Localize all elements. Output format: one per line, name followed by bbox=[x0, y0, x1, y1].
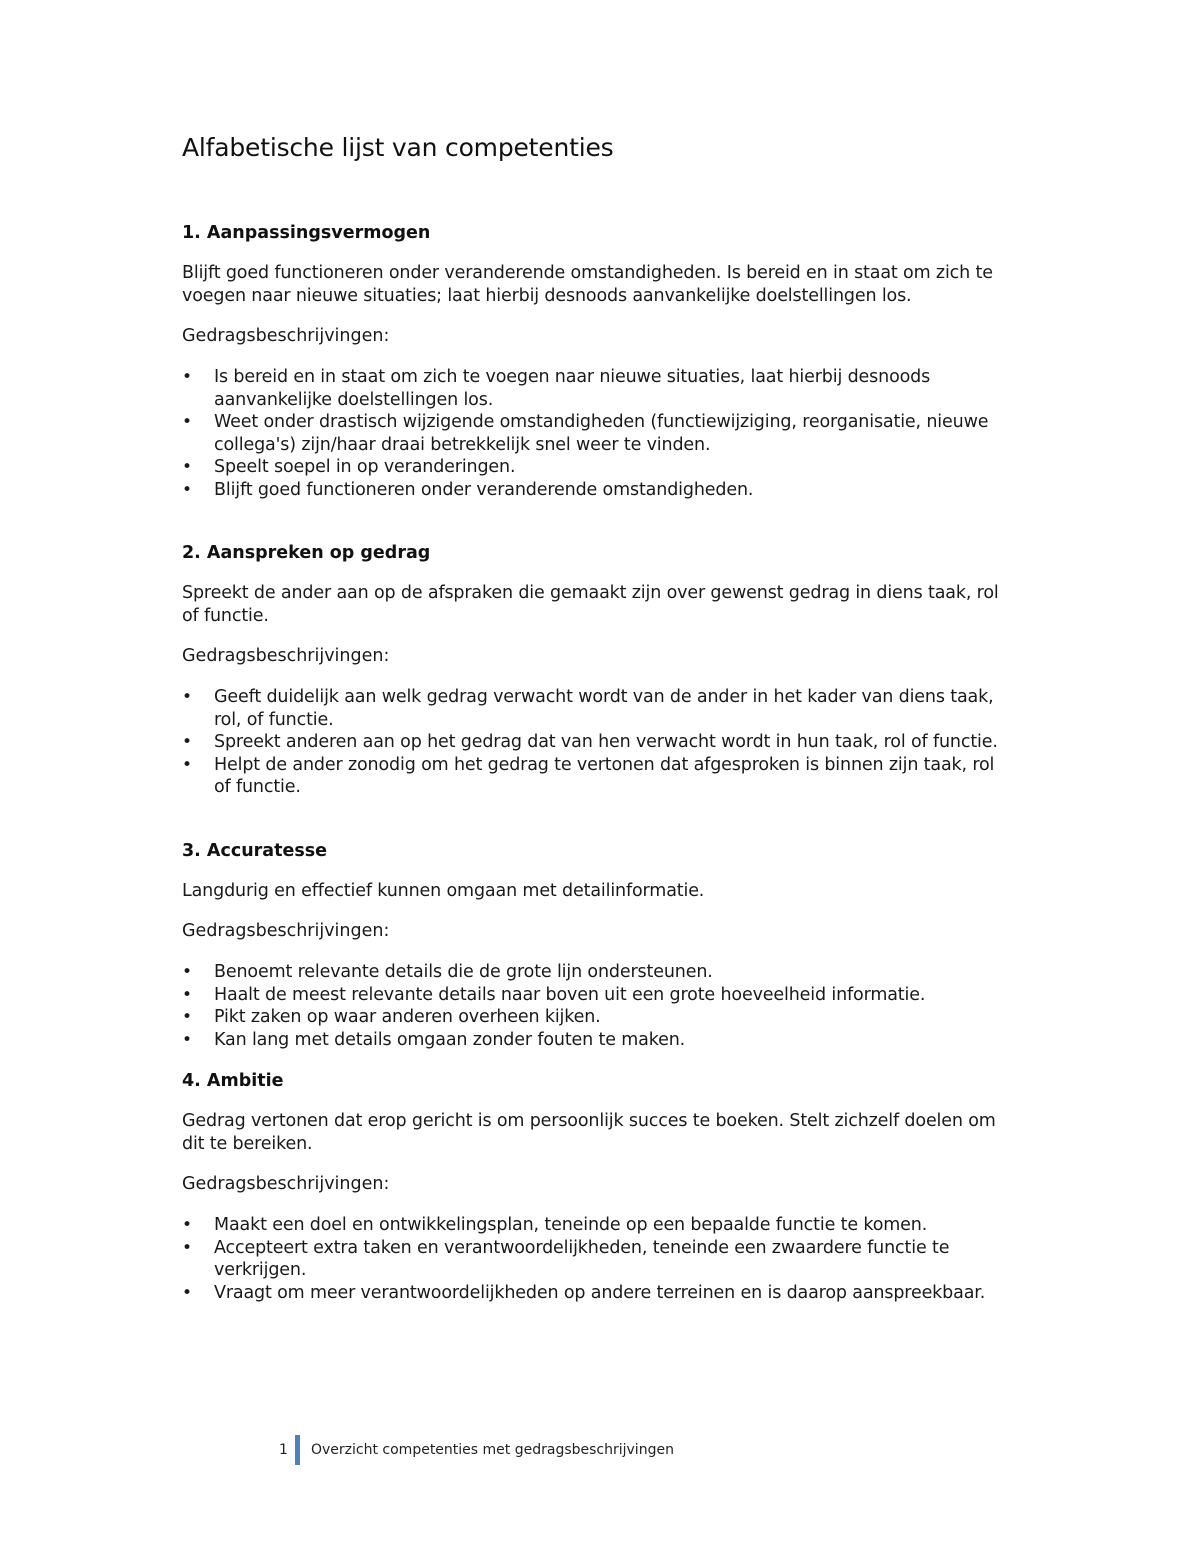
footer-text: Overzicht competenties met gedragsbeschrijvingen bbox=[311, 1442, 674, 1458]
section-heading: 3. Accuratesse bbox=[182, 841, 328, 861]
section-description: Gedrag vertonen dat erop gericht is om persoonlijk succes te boeken. Stelt zichzelf doelen om dit te bereiken. bbox=[182, 1111, 996, 1154]
list-item-text: Pikt zaken op waar anderen overheen kijken. bbox=[214, 1007, 601, 1027]
section-heading: 1. Aanpassingsvermogen bbox=[182, 223, 431, 243]
bullet-icon: • bbox=[182, 367, 192, 387]
bullet-icon: • bbox=[182, 1282, 192, 1303]
page-title: Alfabetische lijst van competenties bbox=[182, 133, 614, 162]
list-item-text: Vraagt om meer verantwoordelijkheden op andere terreinen en is daarop aanspreekbaar. bbox=[214, 1282, 986, 1303]
list-item bbox=[182, 479, 1012, 502]
list-item-text: Accepteert extra taken en verantwoordelijkheden, teneinde een zwaardere functie te verkrijgen. bbox=[214, 1237, 950, 1280]
list-item bbox=[182, 456, 1012, 479]
list-item bbox=[182, 686, 1012, 731]
list-item-text: Maakt een doel en ontwikkelingsplan, teneinde op een bepaalde functie te komen. bbox=[214, 1215, 928, 1235]
list-item bbox=[182, 411, 1012, 456]
section-subheading: Gedragsbeschrijvingen: bbox=[182, 1174, 390, 1194]
bullet-icon: • bbox=[182, 412, 192, 432]
footer-accent-bar bbox=[295, 1435, 300, 1465]
list-item bbox=[182, 1006, 1012, 1029]
list-item-text: Spreekt anderen aan op het gedrag dat van hen verwacht wordt in hun taak, rol of functie. bbox=[214, 732, 998, 752]
list-item bbox=[182, 984, 1012, 1007]
competency-section bbox=[182, 542, 1012, 799]
behavior-list bbox=[182, 366, 1012, 501]
section-subheading: Gedragsbeschrijvingen: bbox=[182, 646, 390, 666]
bullet-icon: • bbox=[182, 1215, 192, 1235]
list-item-text: Is bereid en in staat om zich te voegen naar nieuwe situaties, laat hierbij desnoods aanvankelijke doelstellingen los. bbox=[214, 367, 931, 410]
list-item bbox=[182, 366, 1012, 411]
list-item bbox=[182, 754, 1012, 799]
list-item bbox=[182, 1214, 1012, 1237]
bullet-icon: • bbox=[182, 732, 192, 752]
bullet-icon: • bbox=[182, 687, 192, 707]
list-item-text: Benoemt relevante details die de grote lijn ondersteunen. bbox=[214, 962, 713, 982]
behavior-list bbox=[182, 961, 1012, 1051]
competency-section bbox=[182, 1070, 1012, 1304]
bullet-icon: • bbox=[182, 1029, 192, 1050]
list-item-text: Speelt soepel in op veranderingen. bbox=[214, 457, 516, 477]
bullet-icon: • bbox=[182, 984, 192, 1005]
bullet-icon: • bbox=[182, 962, 192, 982]
list-item-text: Helpt de ander zonodig om het gedrag te vertonen dat afgesproken is binnen zijn taak, rol of functie. bbox=[214, 754, 995, 797]
bullet-icon: • bbox=[182, 1007, 192, 1027]
list-item bbox=[182, 1282, 1012, 1305]
list-item-text: Haalt de meest relevante details naar boven uit een grote hoeveelheid informatie. bbox=[214, 984, 926, 1005]
competency-section bbox=[182, 840, 1012, 1051]
section-heading: 4. Ambitie bbox=[182, 1071, 284, 1091]
bullet-icon: • bbox=[182, 457, 192, 477]
list-item-text: Kan lang met details omgaan zonder fouten te maken. bbox=[214, 1029, 686, 1050]
competency-section bbox=[182, 222, 1012, 501]
list-item-text: Geeft duidelijk aan welk gedrag verwacht wordt van de ander in het kader van diens taak, rol, of functie. bbox=[214, 687, 994, 730]
behavior-list bbox=[182, 1214, 1012, 1304]
list-item-text: Weet onder drastisch wijzigende omstandigheden (functiewijziging, reorganisatie, nieuwe collega's) zijn/haar draai betrekkelijk snel weer te vinden. bbox=[214, 412, 989, 455]
list-item bbox=[182, 1029, 1012, 1052]
list-item-text: Blijft goed functioneren onder veranderende omstandigheden. bbox=[214, 479, 754, 500]
list-item bbox=[182, 961, 1012, 984]
list-item bbox=[182, 731, 1012, 754]
bullet-icon: • bbox=[182, 1237, 192, 1258]
page-number: 1 bbox=[279, 1442, 288, 1458]
section-description: Blijft goed functioneren onder veranderende omstandigheden. Is bereid en in staat om zich te voegen naar nieuwe situaties; laat hierbij desnoods aanvankelijke doelstellingen los. bbox=[182, 263, 993, 306]
behavior-list bbox=[182, 686, 1012, 799]
section-description: Spreekt de ander aan op de afspraken die gemaakt zijn over gewenst gedrag in diens taak, rol of functie. bbox=[182, 583, 999, 626]
list-item bbox=[182, 1237, 1012, 1282]
bullet-icon: • bbox=[182, 479, 192, 500]
section-description: Langdurig en effectief kunnen omgaan met detailinformatie. bbox=[182, 881, 705, 901]
bullet-icon: • bbox=[182, 754, 192, 775]
page-footer bbox=[279, 1435, 674, 1465]
section-heading: 2. Aanspreken op gedrag bbox=[182, 543, 431, 563]
section-subheading: Gedragsbeschrijvingen: bbox=[182, 326, 390, 346]
section-subheading: Gedragsbeschrijvingen: bbox=[182, 921, 390, 941]
